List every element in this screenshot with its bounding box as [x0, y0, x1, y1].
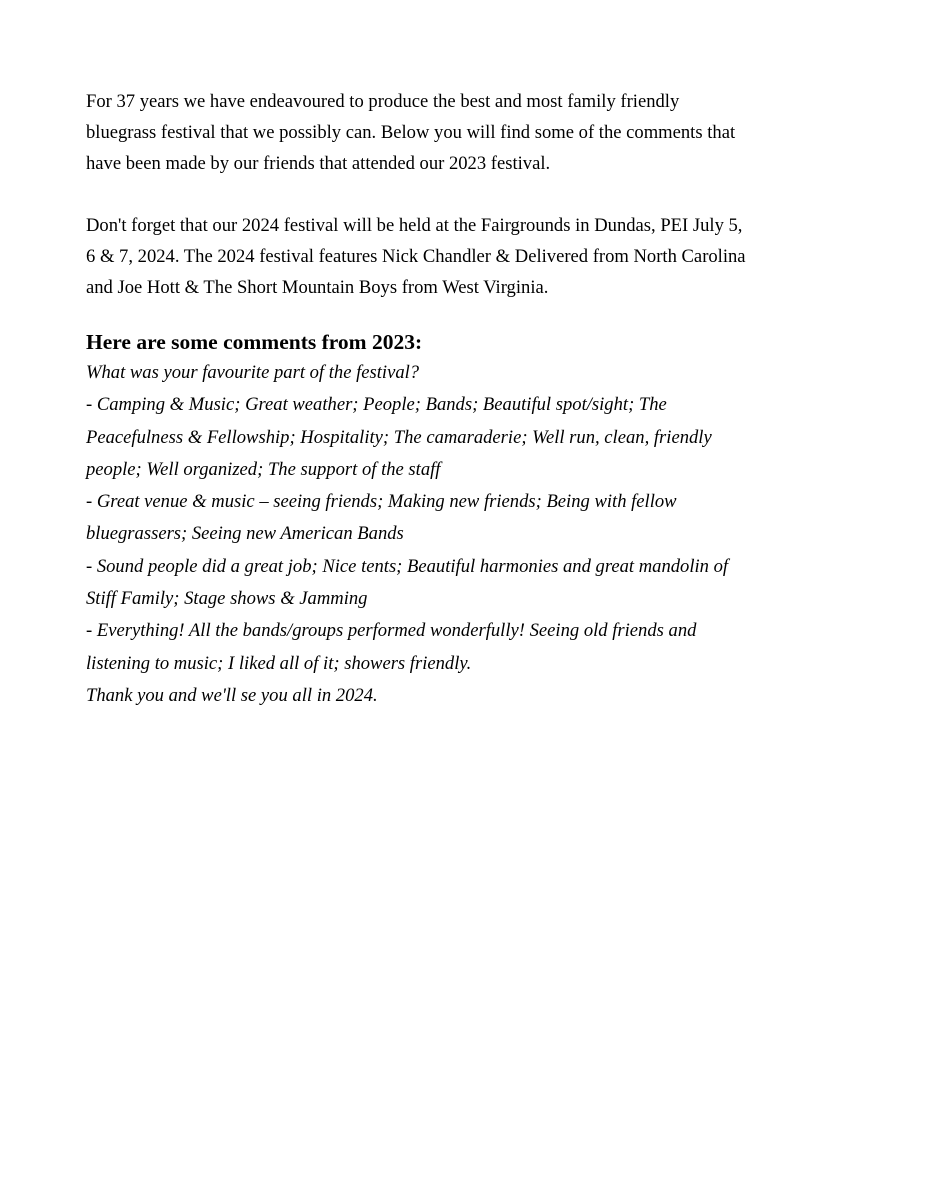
- document-page: [86, 86, 846, 712]
- intro-paragraph: [86, 86, 846, 179]
- intro-line: bluegrass festival that we possibly can. Below you will find some of the comments that: [86, 122, 736, 143]
- closing-line: Thank you and we'll se you all in 2024.: [86, 684, 378, 706]
- announcement-line: Don't forget that our 2024 festival will be held at the Fairgrounds in Dundas, PEI July 5,: [86, 215, 743, 236]
- announcement-paragraph: [86, 210, 846, 303]
- announcement-line: 6 & 7, 2024. The 2024 festival features Nick Chandler & Delivered from North Carolina: [86, 246, 746, 267]
- comment-line: Stiff Family; Stage shows & Jamming: [86, 588, 368, 610]
- comment-line: - Great venue & music – seeing friends; Making new friends; Being with fellow: [86, 491, 677, 513]
- comment-line: Peacefulness & Fellowship; Hospitality; The camaraderie; Well run, clean, friendly: [86, 426, 712, 448]
- comment-line: bluegrassers; Seeing new American Bands: [86, 523, 404, 545]
- comment-line: - Camping & Music; Great weather; People; Bands; Beautiful spot/sight; The: [86, 394, 667, 416]
- comments-list: [86, 357, 846, 712]
- announcement-line: and Joe Hott & The Short Mountain Boys from West Virginia.: [86, 277, 549, 298]
- comment-line: - Sound people did a great job; Nice tents; Beautiful harmonies and great mandolin of: [86, 555, 729, 577]
- intro-line: For 37 years we have endeavoured to produce the best and most family friendly: [86, 91, 680, 112]
- comment-line: listening to music; I liked all of it; showers friendly.: [86, 652, 472, 674]
- comment-line: - Everything! All the bands/groups performed wonderfully! Seeing old friends and: [86, 620, 697, 642]
- comments-question: What was your favourite part of the festival?: [86, 362, 420, 383]
- comment-line: people; Well organized; The support of the staff: [86, 458, 441, 480]
- intro-line: have been made by our friends that attended our 2023 festival.: [86, 153, 551, 174]
- comments-heading: Here are some comments from 2023:: [86, 330, 423, 354]
